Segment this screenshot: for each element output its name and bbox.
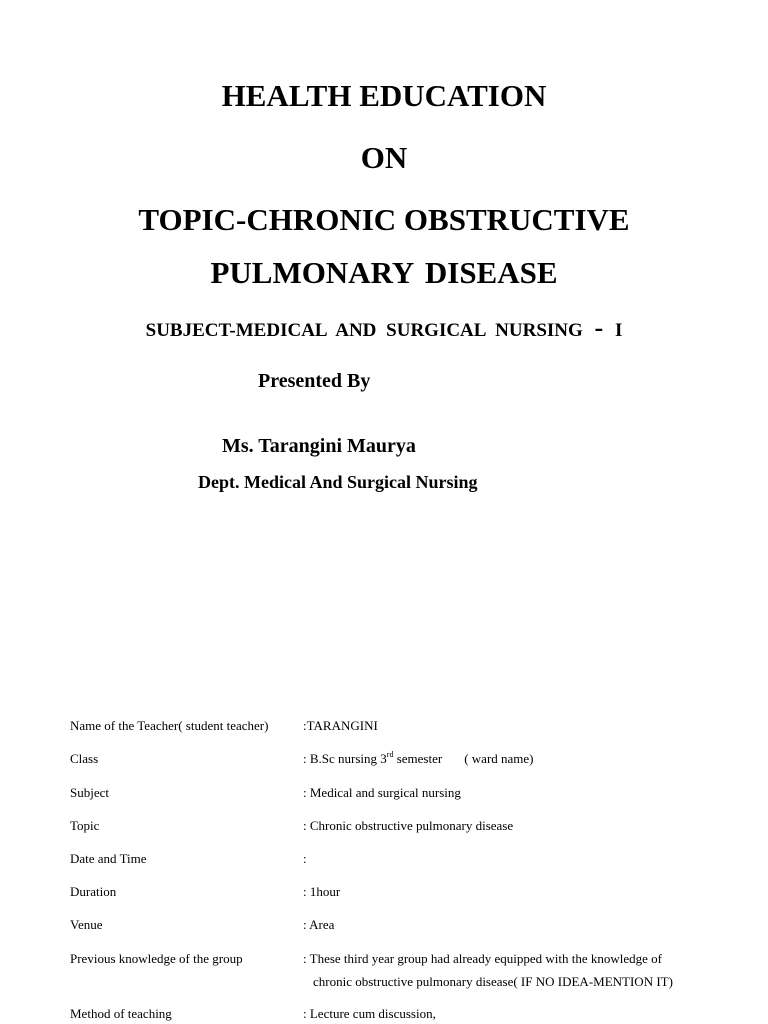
detail-label: Topic bbox=[70, 818, 100, 833]
class-value-prefix: : B.Sc nursing 3 bbox=[303, 751, 387, 766]
title-line-3: TOPIC-CHRONIC OBSTRUCTIVE bbox=[138, 202, 630, 237]
title-line-1: HEALTH EDUCATION bbox=[221, 78, 547, 113]
class-value-ward: ( ward name) bbox=[464, 751, 534, 766]
detail-label: Date and Time bbox=[70, 851, 147, 866]
detail-label: Method of teaching bbox=[70, 1006, 172, 1021]
detail-value: : bbox=[303, 851, 307, 866]
presented-by-label: Presented By bbox=[258, 370, 371, 392]
title-line-4: PULMONARY DISEASE bbox=[210, 255, 558, 290]
subject-heading bbox=[0, 313, 768, 343]
detail-value: : Area bbox=[303, 917, 335, 932]
subject-heading-dash: - bbox=[594, 313, 604, 342]
detail-value bbox=[303, 750, 534, 768]
detail-value: : Lecture cum discussion, bbox=[303, 1006, 436, 1021]
title-line-2: ON bbox=[360, 140, 408, 175]
detail-value: : Medical and surgical nursing bbox=[303, 785, 461, 800]
presenter-department: Dept. Medical And Surgical Nursing bbox=[198, 472, 478, 492]
class-value-superscript: rd bbox=[386, 749, 394, 759]
class-value-suffix: semester bbox=[393, 751, 443, 766]
detail-value: : Chronic obstructive pulmonary disease bbox=[303, 818, 514, 833]
detail-value: :TARANGINI bbox=[303, 718, 378, 733]
detail-label: Name of the Teacher( student teacher) bbox=[70, 718, 269, 733]
detail-label: Subject bbox=[70, 785, 109, 800]
detail-label: Venue bbox=[70, 917, 103, 932]
subject-heading-suffix: I bbox=[614, 320, 623, 341]
detail-label: Previous knowledge of the group bbox=[70, 951, 243, 966]
presenter-name: Ms. Tarangini Maurya bbox=[222, 435, 416, 457]
detail-label: Duration bbox=[70, 884, 117, 899]
detail-label: Class bbox=[70, 751, 99, 766]
detail-value-continuation: chronic obstructive pulmonary disease( IF NO IDEA-MENTION IT) bbox=[313, 974, 673, 989]
detail-value: : These third year group had already equipped with the knowledge of bbox=[303, 951, 662, 966]
detail-value: : 1hour bbox=[303, 884, 341, 899]
subject-heading-prefix: SUBJECT-MEDICAL AND SURGICAL NURSING bbox=[145, 320, 583, 341]
